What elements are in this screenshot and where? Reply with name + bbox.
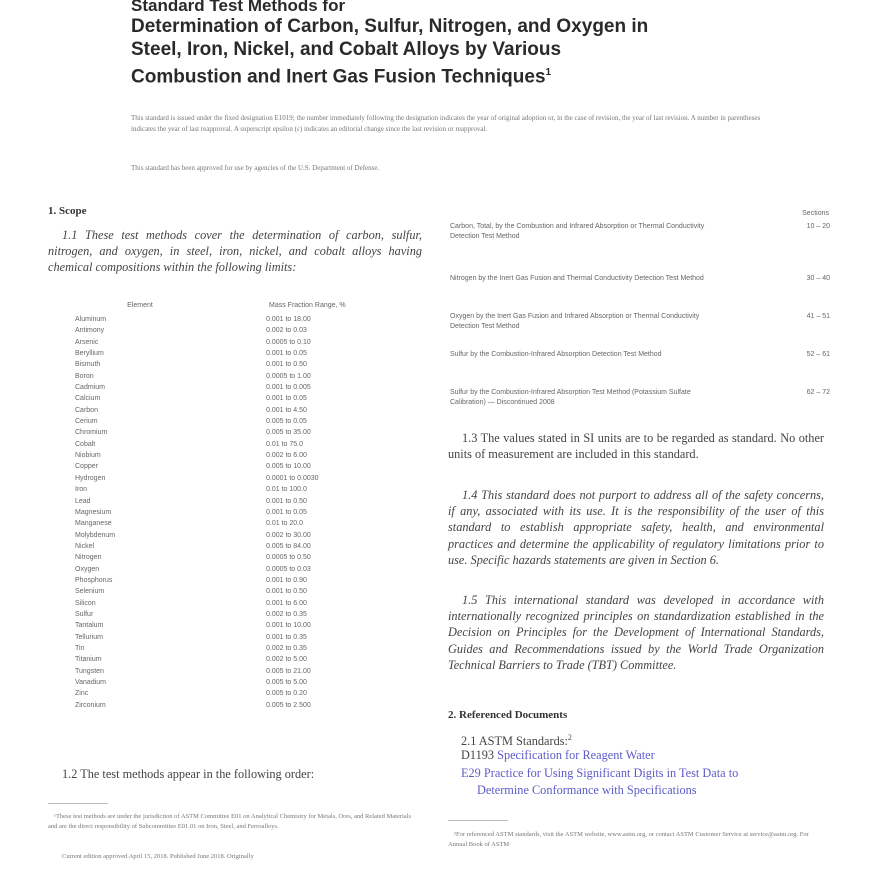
limits-element-cell: Tantalum: [75, 622, 104, 630]
scope-paragraph-1-4: 1.4 This standard does not purport to address all of the safety concerns, if any, associated with its use. It is the responsibility of the user of this standard to establish appropriate safety, health, and environmental practices and determine the applicability of regulatory limitations prior to use. Specific hazards statements are given in Section 6.: [448, 488, 824, 567]
limits-element-cell: Iron: [75, 486, 88, 494]
limits-range-cell: 0.005 to 21.00: [266, 667, 311, 675]
limits-row: [75, 325, 395, 336]
referenced-documents-heading: 2. Referenced Documents: [448, 709, 568, 721]
limits-element-cell: Calcium: [75, 395, 101, 403]
limits-row: [75, 586, 395, 597]
limits-row: [75, 552, 395, 563]
sections-header: Sections: [802, 210, 829, 217]
limits-range-cell: 0.001 to 0.05: [266, 395, 307, 403]
limits-row: [75, 700, 395, 711]
limits-range-cell: 0.0001 to 0.0030: [266, 474, 319, 482]
limits-element-cell: Lead: [75, 497, 91, 505]
limits-range-cell: 0.001 to 10.00: [266, 622, 311, 630]
limits-row: [75, 620, 395, 631]
scope-paragraph-1-3: 1.3 The values stated in SI units are to be regarded as standard. No other units of measurement are included in this standard.: [448, 431, 824, 462]
limits-element-cell: Beryllium: [75, 350, 104, 358]
limits-range-cell: 0.001 to 0.90: [266, 576, 307, 584]
limits-range-cell: 0.002 to 0.35: [266, 610, 307, 618]
limits-col-range: Mass Fraction Range, %: [269, 302, 346, 309]
footnote-2: ²For referenced ASTM standards, visit the ASTM website, www.astm.org, or contact ASTM Customer Service at service@astm.org. For Annual Book of ASTM: [448, 831, 809, 848]
limits-row: [75, 609, 395, 620]
method-row-nitrogen: Nitrogen by the Inert Gas Fusion and Thermal Conductivity Detection Test Method 30 – 40: [450, 275, 830, 282]
method-row-oxygen: Oxygen by the Inert Gas Fusion and Infrared Absorption or Thermal Conductivity Detection Test Method 41 – 51: [450, 313, 830, 330]
limits-row: [75, 382, 395, 393]
limits-element-cell: Titanium: [75, 656, 102, 664]
method-row-sulfur-ir: Sulfur by the Combustion-Infrared Absorption Detection Test Method 52 – 61: [450, 351, 830, 358]
ref-d1193-code: D1193: [461, 748, 495, 762]
limits-row: [75, 371, 395, 382]
limits-element-cell: Selenium: [75, 588, 105, 596]
limits-row: [75, 507, 395, 518]
limits-range-cell: 0.002 to 6.00: [266, 452, 307, 460]
scope-paragraph-1-2: 1.2 The test methods appear in the following order:: [62, 767, 315, 781]
limits-range-cell: 0.0005 to 1.00: [266, 372, 311, 380]
limits-range-cell: 0.0005 to 0.50: [266, 554, 311, 562]
limits-element-cell: Nitrogen: [75, 554, 102, 562]
limits-row: [75, 518, 395, 529]
limits-element-cell: Cobalt: [75, 440, 96, 448]
limits-range-cell: 0.0005 to 0.10: [266, 338, 311, 346]
limits-element-cell: Oxygen: [75, 565, 100, 573]
limits-range-cell: 0.005 to 35.00: [266, 429, 311, 437]
limits-range-cell: 0.002 to 0.35: [266, 644, 307, 652]
title-footnote-mark: 1: [545, 67, 552, 78]
limits-element-cell: Cadmium: [75, 384, 105, 392]
limits-row: [75, 439, 395, 450]
limits-element-cell: Copper: [75, 463, 98, 471]
ref-e29: [461, 765, 738, 782]
limits-element-cell: Aluminum: [75, 316, 107, 323]
limits-range-cell: 0.002 to 0.03: [266, 327, 307, 335]
method-row-carbon: Carbon, Total, by the Combustion and Infrared Absorption or Thermal Conductivity Detection Test Method 10 – 20: [450, 223, 830, 240]
limits-row: [75, 654, 395, 665]
limits-row: [75, 427, 395, 438]
limits-row: [75, 688, 395, 699]
limits-row: [75, 359, 395, 370]
limits-range-cell: 0.005 to 0.20: [266, 690, 307, 698]
limits-element-cell: Tungsten: [75, 667, 104, 675]
limits-range-cell: 0.005 to 0.05: [266, 418, 307, 426]
limits-range-cell: 0.001 to 0.50: [266, 497, 307, 505]
title-line-4: Combustion and Inert Gas Fusion Techniques: [131, 66, 546, 88]
footnote-1-edition: Current edition approved April 15, 2018. Published June 2018. Originally: [62, 853, 254, 860]
footnote-divider-right: [448, 820, 508, 821]
limits-element-cell: Arsenic: [75, 338, 99, 346]
limits-row: [75, 530, 395, 541]
limits-range-cell: 0.001 to 6.00: [266, 599, 307, 607]
scope-heading: 1. Scope: [48, 205, 87, 217]
limits-row: [75, 337, 395, 348]
method-row-sulfur-k2so4: Sulfur by the Combustion-Infrared Absorption Test Method (Potassium Sulfate Calibration) — Discontinued 2008 62 – 72: [450, 389, 830, 406]
limits-row: [75, 666, 395, 677]
limits-range-cell: 0.001 to 4.50: [266, 406, 307, 414]
limits-range-cell: 0.001 to 0.05: [266, 350, 307, 358]
title-line-1: Standard Test Methods for: [131, 0, 346, 15]
limits-element-cell: Hydrogen: [75, 474, 106, 482]
limits-row: [75, 473, 395, 484]
limits-row: [75, 348, 395, 359]
limits-row: [75, 643, 395, 654]
limits-element-cell: Tellurium: [75, 633, 104, 641]
limits-row: [75, 416, 395, 427]
composition-limits-table: [75, 302, 395, 711]
limits-range-cell: 0.001 to 0.50: [266, 361, 307, 369]
limits-range-cell: 0.0005 to 0.03: [266, 565, 311, 573]
limits-element-cell: Zinc: [75, 690, 89, 698]
limits-row: [75, 393, 395, 404]
limits-element-cell: Sulfur: [75, 610, 94, 618]
limits-col-element: Element: [127, 302, 153, 309]
limits-element-cell: Vanadium: [75, 679, 107, 686]
limits-element-cell: Molybdenum: [75, 531, 116, 539]
limits-range-cell: 0.001 to 18.00: [266, 316, 311, 323]
limits-element-cell: Carbon: [75, 406, 98, 414]
limits-range-cell: 0.005 to 2.500: [266, 701, 311, 709]
limits-element-cell: Tin: [75, 644, 85, 652]
ref-d1193: [461, 747, 655, 764]
limits-range-cell: 0.001 to 0.35: [266, 633, 307, 641]
limits-range-cell: 0.005 to 5.00: [266, 679, 307, 686]
designation-note: This standard is issued under the fixed designation E1019; the number immediately following the designation indicates the year of original adoption or, in the case of revision, the year of last revision. A number in parentheses indicates the year of last reapproval. A superscript epsilon (ε) indicates an editorial change since the last revision or reapproval.: [131, 114, 761, 133]
limits-row: [75, 541, 395, 552]
limits-element-cell: Chromium: [75, 429, 108, 437]
limits-element-cell: Niobium: [75, 452, 101, 460]
footnote-divider-left: [48, 803, 108, 804]
limits-element-cell: Cerium: [75, 418, 98, 426]
title-line-3: Steel, Iron, Nickel, and Cobalt Alloys by Various: [131, 39, 562, 60]
limits-element-cell: Nickel: [75, 542, 95, 550]
limits-range-cell: 0.001 to 0.005: [266, 384, 311, 392]
title-line-2: Determination of Carbon, Sulfur, Nitrogen, and Oxygen in: [131, 16, 649, 37]
limits-element-cell: Phosphorus: [75, 576, 113, 584]
limits-range-cell: 0.002 to 5.00: [266, 656, 307, 664]
limits-row: [75, 461, 395, 472]
limits-row: [75, 450, 395, 461]
limits-row: [75, 632, 395, 643]
scope-paragraph-1-1: 1.1 These test methods cover the determination of carbon, sulfur, nitrogen, and oxygen, in steel, iron, nickel, and cobalt alloys having chemical compositions within the following limits:: [48, 228, 422, 275]
limits-row: [75, 405, 395, 416]
ref-e29-link-cont[interactable]: Determine Conformance with Specifications: [477, 783, 697, 797]
limits-element-cell: Manganese: [75, 520, 112, 528]
limits-element-cell: Silicon: [75, 599, 96, 607]
limits-row: [75, 598, 395, 609]
limits-range-cell: 0.005 to 84.00: [266, 542, 311, 550]
limits-row: [75, 564, 395, 575]
dod-approval-note: This standard has been approved for use by agencies of the U.S. Department of Defense.: [131, 164, 380, 172]
document-title: [131, 0, 771, 88]
limits-element-cell: Boron: [75, 372, 94, 380]
astm-standards-label: 2.1 ASTM Standards:$^2$: [461, 733, 572, 749]
limits-range-cell: 0.01 to 75.0: [266, 440, 303, 448]
limits-range-cell: 0.005 to 10.00: [266, 463, 311, 471]
scope-paragraph-1-5: 1.5 This international standard was developed in accordance with internationally recognized principles on standardization established in the Decision on Principles for the Development of International Standards, Guides and Recommendations issued by the World Trade Organization Technical Barriers to Trade (TBT) Committee.: [448, 593, 824, 672]
limits-range-cell: 0.01 to 20.0: [266, 520, 303, 528]
ref-d1193-link[interactable]: Specification for Reagent Water: [497, 748, 655, 762]
footnote-1: ¹These test methods are under the jurisdiction of ASTM Committee E01 on Analytical Chemistry for Metals, Ores, and Related Materials and are the direct responsibility of Subcommittee E01.01 on Iron, Steel, and Ferroalloys.: [48, 813, 412, 830]
limits-row: [75, 575, 395, 586]
limits-range-cell: 0.001 to 0.50: [266, 588, 307, 596]
limits-row: [75, 314, 395, 325]
limits-row: [75, 484, 395, 495]
limits-element-cell: Zirconium: [75, 701, 106, 709]
ref-e29-code[interactable]: E29: [461, 766, 481, 780]
limits-range-cell: 0.01 to 100.0: [266, 486, 307, 494]
ref-e29-link[interactable]: Practice for Using Significant Digits in Test Data to: [483, 766, 739, 780]
limits-element-cell: Magnesium: [75, 508, 112, 516]
limits-element-cell: Bismuth: [75, 361, 101, 369]
limits-row: [75, 677, 395, 688]
limits-element-cell: Antimony: [75, 327, 105, 335]
limits-row: [75, 496, 395, 507]
limits-range-cell: 0.002 to 30.00: [266, 531, 311, 539]
limits-range-cell: 0.001 to 0.05: [266, 508, 307, 516]
